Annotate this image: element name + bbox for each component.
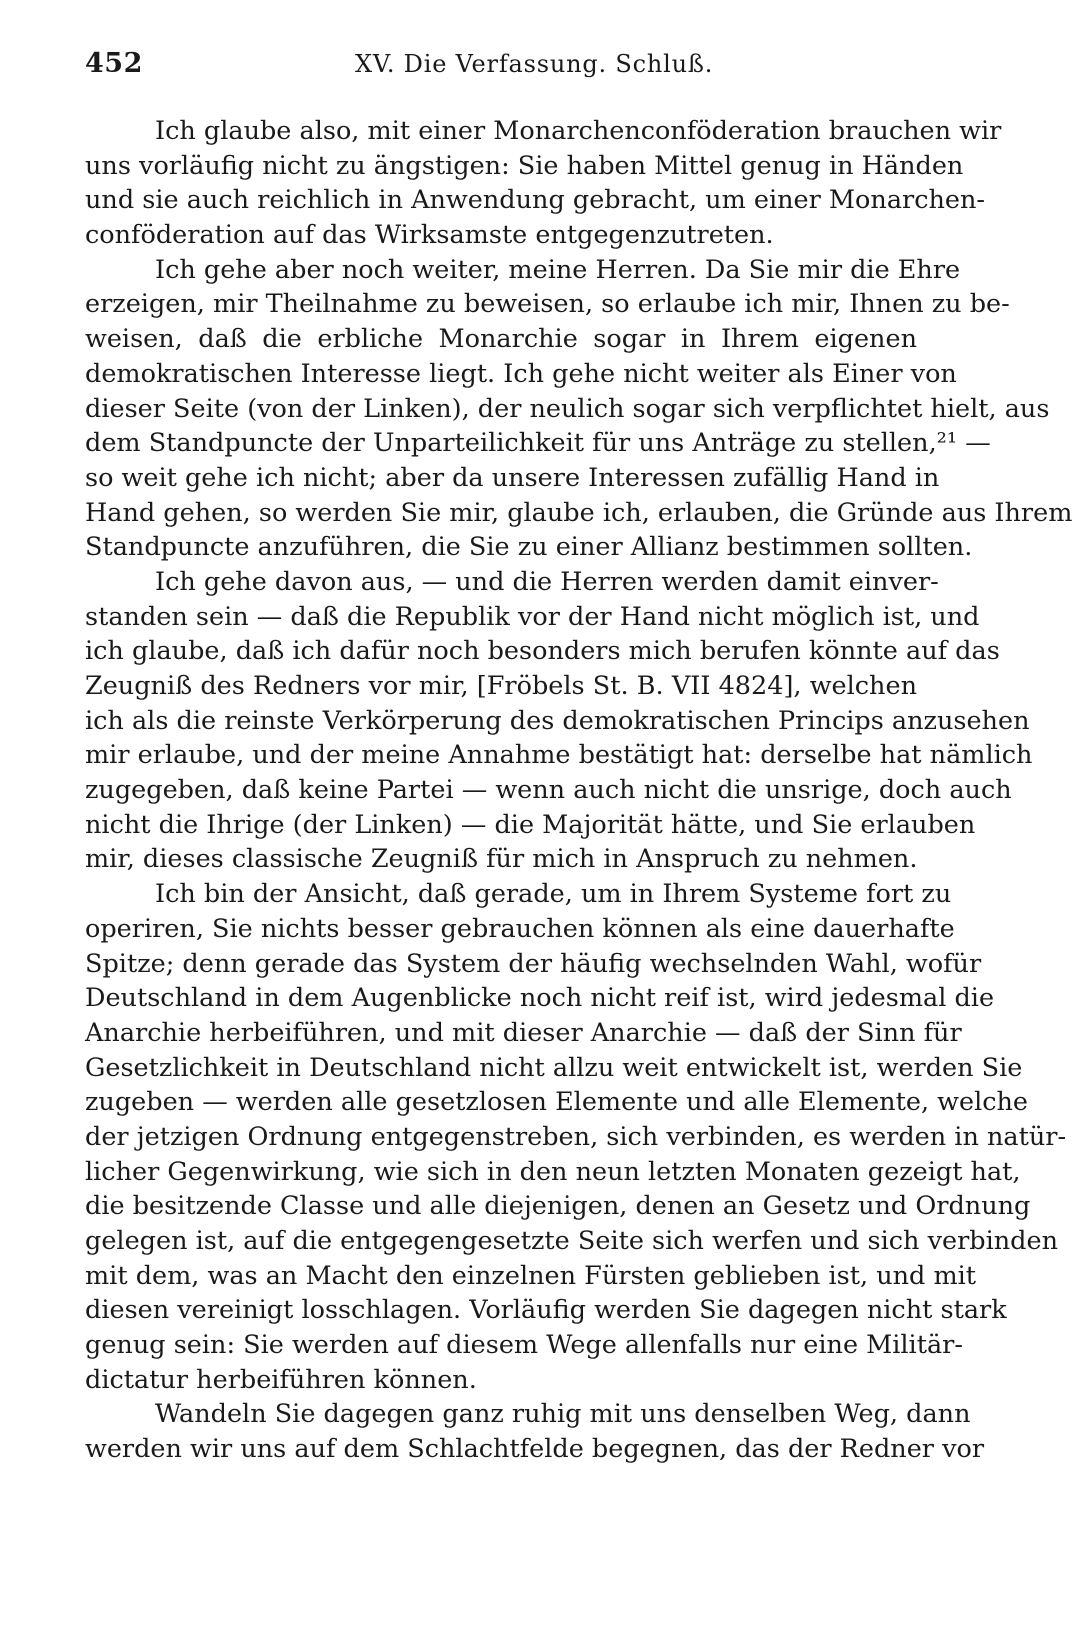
text-line: Deutschland in dem Augenblicke noch nicht reif ist, wird jedesmal die	[85, 983, 995, 1014]
text-line: conföderation auf das Wirksamste entgegenzutreten.	[85, 220, 774, 251]
text-line: mir, dieses classische Zeugniß für mich in Anspruch zu nehmen.	[85, 844, 918, 875]
text-line: dem Standpuncte der Unparteilichkeit für uns Anträge zu stellen,²¹ —	[85, 428, 991, 459]
text-line: Spitze; denn gerade das System der häufig wechselnden Wahl, wofür	[85, 948, 982, 979]
text-line: licher Gegenwirkung, wie sich in den neun letzten Monaten gezeigt hat,	[85, 1156, 1021, 1187]
body-text	[85, 114, 1072, 1467]
text-line: dictatur herbeiführen können.	[85, 1364, 477, 1395]
text-line: Zeugniß des Redners vor mir, [Fröbels St. B. VII 4824], welchen	[85, 671, 917, 701]
text-line: werden wir uns auf dem Schlachtfelde begegnen, das der Redner vor	[85, 1434, 985, 1465]
text-line: die besitzende Classe und alle diejenigen, denen an Gesetz und Ordnung	[85, 1191, 1031, 1222]
text-line: ich als die reinste Verkörperung des demokratischen Princips anzusehen	[85, 705, 1030, 736]
text-line: diesen vereinigt losschlagen. Vorläufig werden Sie dagegen nicht stark	[85, 1295, 1007, 1326]
text-line: zugeben — werden alle gesetzlosen Elemente und alle Elemente, welche	[85, 1087, 1029, 1118]
text-line: zugegeben, daß keine Partei — wenn auch nicht die unsrige, doch auch	[85, 775, 1012, 806]
text-line: ich glaube, daß ich dafür noch besonders mich berufen könnte auf das	[85, 636, 1000, 667]
text-line: dieser Seite (von der Linken), der neulich sogar sich verpflichtet hielt, aus	[85, 393, 1050, 424]
paragraph	[85, 565, 1033, 877]
text-line: mir erlaube, und der meine Annahme bestätigt hat: derselbe hat nämlich	[85, 740, 1033, 771]
text-line: Hand gehen, so werden Sie mir, glaube ich, erlauben, die Gründe aus Ihrem	[85, 497, 1072, 528]
text-line: gelegen ist, auf die entgegengesetzte Seite sich werfen und sich verbinden	[85, 1226, 1059, 1256]
text-line: mit dem, was an Macht den einzelnen Fürsten geblieben ist, und mit	[85, 1260, 977, 1291]
paragraph	[85, 877, 1067, 1397]
text-line: Wandeln Sie dagegen ganz ruhig mit uns denselben Weg, dann	[155, 1399, 971, 1430]
text-line: Anarchie herbeiführen, und mit dieser Anarchie — daß der Sinn für	[85, 1017, 962, 1048]
paragraph	[85, 1397, 985, 1466]
paragraph	[85, 114, 1002, 253]
text-line: nicht die Ihrige (der Linken) — die Majorität hätte, und Sie erlauben	[85, 809, 976, 840]
text-line: erzeigen, mir Theilnahme zu beweisen, so erlaube ich mir, Ihnen zu be-	[85, 289, 1010, 320]
text-line: uns vorläufig nicht zu ängstigen: Sie haben Mittel genug in Händen	[85, 150, 964, 181]
text-line: operiren, Sie nichts besser gebrauchen können als eine dauerhafte	[85, 913, 955, 944]
text-line: Ich bin der Ansicht, daß gerade, um in Ihrem Systeme fort zu	[155, 879, 952, 910]
text-line: so weit gehe ich nicht; aber da unsere Interessen zufällig Hand in	[85, 462, 940, 493]
text-line: der jetzigen Ordnung entgegenstreben, sich verbinden, es werden in natür-	[85, 1121, 1067, 1152]
text-line: Ich glaube also, mit einer Monarchenconföderation brauchen wir	[155, 116, 1002, 146]
text-line: Gesetzlichkeit in Deutschland nicht allzu weit entwickelt ist, werden Sie	[85, 1052, 1023, 1083]
text-line: standen sein — daß die Republik vor der Hand nicht möglich ist, und	[85, 601, 980, 632]
text-line: weisen, daß die erbliche Monarchie sogar in Ihrem eigenen	[85, 324, 917, 355]
text-line: Ich gehe aber noch weiter, meine Herren. Da Sie mir die Ehre	[155, 254, 961, 285]
text-line: Ich gehe davon aus, — und die Herren werden damit einver-	[155, 566, 939, 597]
text-line: Standpuncte anzuführen, die Sie zu einer Allianz bestimmen sollten.	[85, 532, 973, 563]
running-head	[85, 48, 915, 88]
chapter-title: XV. Die Verfassung. Schluß.	[355, 50, 714, 78]
text-line: genug sein: Sie werden auf diesem Wege allenfalls nur eine Militär-	[85, 1330, 963, 1361]
text-line: demokratischen Interesse liegt. Ich gehe nicht weiter als Einer von	[85, 358, 957, 389]
text-line: und sie auch reichlich in Anwendung gebracht, um einer Monarchen-	[85, 185, 986, 216]
page-number: 452	[85, 48, 143, 79]
paragraph	[85, 253, 1072, 565]
